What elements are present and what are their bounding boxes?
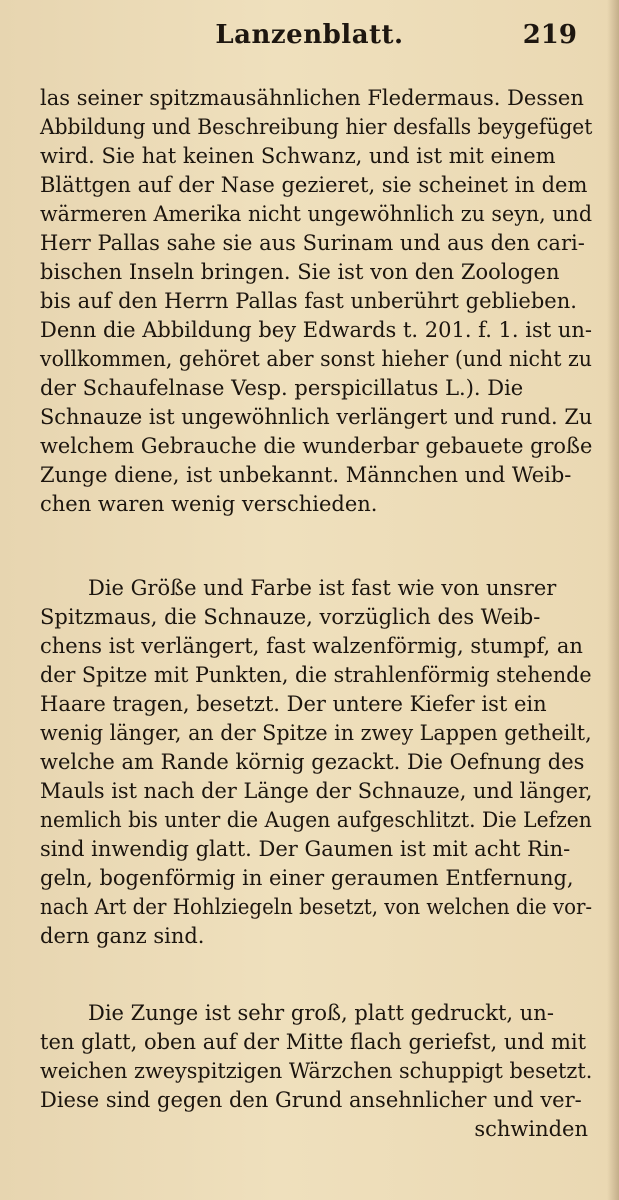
text-line: vollkommen, gehöret aber sonst hieher (und nicht zu bbox=[40, 347, 592, 371]
text-line: der Spitze mit Punkten, die strahlenförmig stehende bbox=[40, 663, 592, 687]
text-line: Schnauze ist ungewöhnlich verlängert und rund. Zu bbox=[40, 405, 593, 429]
text-line: nemlich bis unter die Augen aufgeschlitzt. Die Lefzen bbox=[40, 808, 592, 832]
text-line: ten glatt, oben auf der Mitte flach geriefst, und mit bbox=[40, 1030, 587, 1054]
text-line: der Schaufelnase Vesp. perspicillatus L.). Die bbox=[40, 376, 524, 400]
text-line: Blättgen auf der Nase gezieret, sie scheinet in dem bbox=[40, 173, 588, 197]
paragraph-3 bbox=[40, 999, 592, 1115]
text-line: wenig länger, an der Spitze in zwey Lappen getheilt, bbox=[40, 721, 592, 745]
page-number: 219 bbox=[522, 20, 577, 50]
text-line: bischen Inseln bringen. Sie ist von den Zoologen bbox=[40, 260, 560, 284]
page-header bbox=[0, 14, 619, 64]
text-line: las seiner spitzmausähnlichen Fledermaus. Dessen bbox=[40, 86, 584, 110]
text-line: bis auf den Herrn Pallas fast unberührt geblieben. bbox=[40, 289, 577, 313]
text-line: nach Art der Hohlziegeln besetzt, von welchen die vor- bbox=[40, 895, 593, 919]
text-line: Die Größe und Farbe ist fast wie von unsrer bbox=[88, 576, 557, 600]
text-line: Abbildung und Beschreibung hier desfalls beygefüget bbox=[40, 115, 593, 139]
catchword: schwinden bbox=[474, 1117, 588, 1141]
text-line: dern ganz sind. bbox=[40, 924, 205, 948]
text-line: Haare tragen, besetzt. Der untere Kiefer ist ein bbox=[40, 692, 547, 716]
paragraph-spacer bbox=[40, 951, 592, 999]
text-line: Die Zunge ist sehr groß, platt gedruckt, un- bbox=[88, 1001, 554, 1025]
text-line: Herr Pallas sahe sie aus Surinam und aus den cari- bbox=[40, 231, 585, 255]
text-line: Mauls ist nach der Länge der Schnauze, und länger, bbox=[40, 779, 593, 803]
text-line: welchem Gebrauche die wunderbar gebauete große bbox=[40, 434, 593, 458]
running-title: Lanzenblatt. bbox=[215, 20, 404, 50]
text-line: welche am Rande körnig gezackt. Die Oefnung des bbox=[40, 750, 585, 774]
text-line: Spitzmaus, die Schnauze, vorzüglich des Weib- bbox=[40, 605, 541, 629]
text-line: chen waren wenig verschieden. bbox=[40, 492, 378, 516]
paragraph-2 bbox=[40, 574, 592, 951]
paragraph-spacer bbox=[40, 519, 592, 574]
text-line: Zunge diene, ist unbekannt. Männchen und Weib- bbox=[40, 463, 572, 487]
paragraph-1 bbox=[40, 84, 592, 519]
body-text bbox=[40, 84, 592, 1144]
text-line: wärmeren Amerika nicht ungewöhnlich zu seyn, und bbox=[40, 202, 593, 226]
text-line: geln, bogenförmig in einer geraumen Entfernung, bbox=[40, 866, 574, 890]
text-line: weichen zweyspitzigen Wärzchen schuppigt besetzt. bbox=[40, 1059, 593, 1083]
text-line: chens ist verlängert, fast walzenförmig, stumpf, an bbox=[40, 634, 583, 658]
text-line: Denn die Abbildung bey Edwards t. 201. f. 1. ist un- bbox=[40, 318, 593, 342]
text-line: sind inwendig glatt. Der Gaumen ist mit acht Rin- bbox=[40, 837, 571, 861]
text-line: wird. Sie hat keinen Schwanz, und ist mit einem bbox=[40, 144, 556, 168]
text-line: Diese sind gegen den Grund ansehnlicher und ver- bbox=[40, 1088, 582, 1112]
